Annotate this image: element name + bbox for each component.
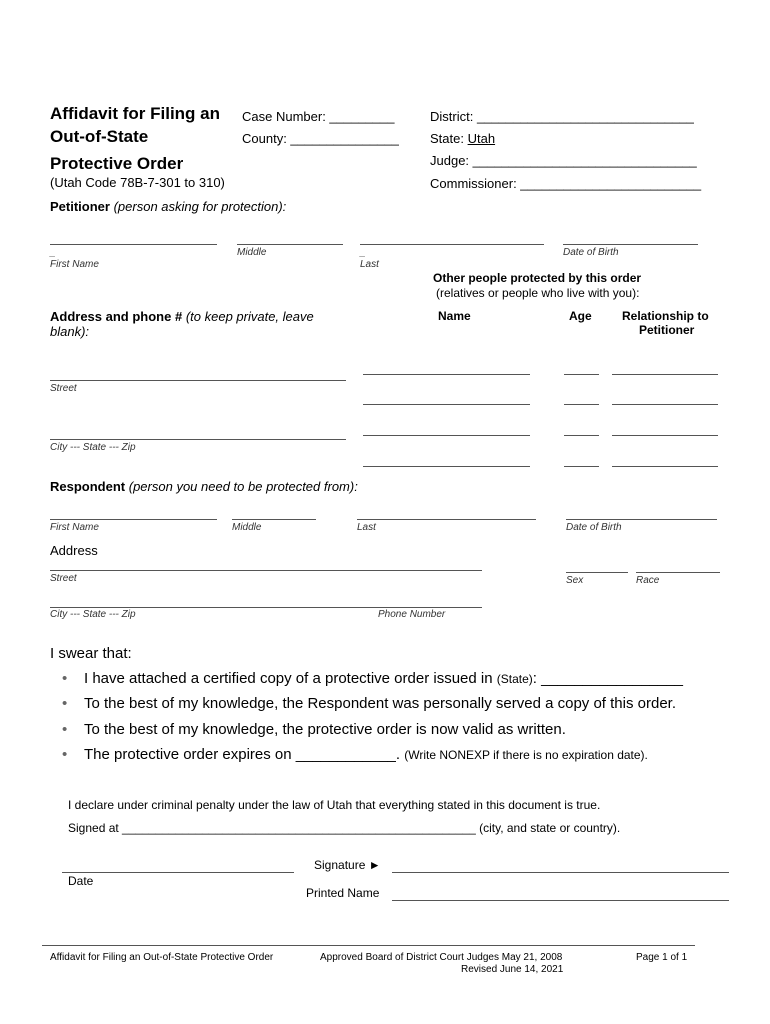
case-number-field[interactable]: Case Number: _________ <box>242 109 395 124</box>
respondent-middle-line[interactable] <box>232 519 316 520</box>
other-person-1-name-line[interactable] <box>363 374 530 375</box>
others-col-name: Name <box>438 309 471 323</box>
petitioner-heading-note: (person asking for protection): <box>113 199 287 214</box>
other-person-1-relationship-line[interactable] <box>612 374 718 375</box>
others-col-age: Age <box>569 309 592 323</box>
address-heading <box>50 309 314 324</box>
other-person-3-name-line[interactable] <box>363 435 530 436</box>
respondent-phone-label: Phone Number <box>378 609 446 620</box>
petitioner-last-label: Last <box>360 259 379 270</box>
others-col-relationship-1: Relationship to <box>622 309 709 323</box>
petitioner-city-line[interactable] <box>50 439 346 440</box>
petitioner-last-line[interactable] <box>360 244 544 245</box>
respondent-race-line[interactable] <box>636 572 720 573</box>
date-label: Date <box>68 874 94 888</box>
swear-item-1-state-field[interactable]: : _________________ <box>532 670 683 687</box>
respondent-middle-label: Middle <box>232 522 262 533</box>
footer-page-number: Page 1 of 1 <box>636 952 688 963</box>
respondent-heading-note: (person you need to be protected from): <box>128 479 358 494</box>
form-title-line-3: Protective Order <box>50 154 184 173</box>
code-reference: (Utah Code 78B-7-301 to 310) <box>50 175 225 190</box>
form-title-line-2: Out-of-State <box>50 127 149 146</box>
swear-item-2 <box>62 695 677 712</box>
other-person-4-relationship-line[interactable] <box>612 466 718 467</box>
petitioner-heading <box>50 199 286 214</box>
others-col-relationship-2: Petitioner <box>639 323 695 337</box>
swear-item-4-note: (Write NONEXP if there is no expiration date). <box>404 748 648 762</box>
commissioner-field[interactable]: Commissioner: _________________________ <box>430 176 702 191</box>
other-person-3-relationship-line[interactable] <box>612 435 718 436</box>
bullet-icon: • <box>62 695 68 712</box>
address-heading-label: Address and phone # <box>50 309 183 324</box>
respondent-dob-line[interactable] <box>566 519 717 520</box>
bullet-icon: • <box>62 670 68 687</box>
footer-divider <box>42 945 695 946</box>
declaration-statement: I declare under criminal penalty under the law of Utah that everything stated in this document is true. <box>68 798 601 812</box>
signed-at-field[interactable]: Signed at _____________________________________________________ (city, and state or country). <box>68 821 621 835</box>
swear-item-1-text: I have attached a certified copy of a protective order issued in <box>84 670 493 687</box>
other-person-2-name-line[interactable] <box>363 404 530 405</box>
state-value: Utah <box>467 131 496 146</box>
date-line[interactable] <box>62 872 294 873</box>
respondent-last-line[interactable] <box>357 519 536 520</box>
footer-revised: Revised June 14, 2021 <box>461 964 564 975</box>
petitioner-dob-label: Date of Birth <box>563 247 619 258</box>
footer-approved: Approved Board of District Court Judges May 21, 2008 <box>320 952 563 963</box>
petitioner-street-label: Street <box>50 383 77 394</box>
swear-item-1 <box>62 670 683 687</box>
petitioner-heading-label: Petitioner <box>50 199 110 214</box>
petitioner-first-name-label: First Name <box>50 259 99 270</box>
swear-item-2-text: To the best of my knowledge, the Respondent was personally served a copy of this order. <box>84 695 677 712</box>
other-person-4-name-line[interactable] <box>363 466 530 467</box>
bullet-icon: • <box>62 721 68 738</box>
swear-intro: I swear that: <box>50 645 132 662</box>
respondent-race-label: Race <box>636 575 660 586</box>
respondent-heading <box>50 479 358 494</box>
state-label: State: <box>430 131 464 146</box>
petitioner-middle-label: Middle <box>237 247 267 258</box>
signature-line[interactable] <box>392 872 729 873</box>
respondent-sex-line[interactable] <box>566 572 628 573</box>
other-person-1-age-line[interactable] <box>564 374 599 375</box>
bullet-icon: • <box>62 746 68 763</box>
petitioner-first-name-line[interactable] <box>50 244 217 245</box>
petitioner-dob-line[interactable] <box>563 244 698 245</box>
county-field[interactable]: County: _______________ <box>242 131 399 146</box>
swear-item-1-state-label: (State) <box>496 672 533 686</box>
respondent-street-label: Street <box>50 573 77 584</box>
respondent-heading-label: Respondent <box>50 479 126 494</box>
signature-label: Signature ► <box>314 858 381 872</box>
respondent-first-name-line[interactable] <box>50 519 217 520</box>
other-person-3-age-line[interactable] <box>564 435 599 436</box>
petitioner-street-line[interactable] <box>50 380 346 381</box>
judge-field[interactable]: Judge: _______________________________ <box>430 153 697 168</box>
respondent-last-label: Last <box>357 522 376 533</box>
swear-item-3 <box>62 721 566 738</box>
underscore-mark: _ <box>360 247 366 258</box>
others-subheading: (relatives or people who live with you): <box>436 286 640 300</box>
respondent-city-label: City --- State --- Zip <box>50 609 136 620</box>
respondent-dob-label: Date of Birth <box>566 522 622 533</box>
respondent-sex-label: Sex <box>566 575 584 586</box>
other-person-4-age-line[interactable] <box>564 466 599 467</box>
respondent-address-heading: Address <box>50 543 98 558</box>
respondent-street-line[interactable] <box>50 570 482 571</box>
other-person-2-relationship-line[interactable] <box>612 404 718 405</box>
district-field[interactable]: District: ______________________________ <box>430 109 694 124</box>
respondent-first-name-label: First Name <box>50 522 99 533</box>
others-heading: Other people protected by this order <box>433 271 642 285</box>
state-field <box>430 131 495 146</box>
swear-item-3-text: To the best of my knowledge, the protective order is now valid as written. <box>84 721 566 738</box>
printed-name-label: Printed Name <box>306 886 380 900</box>
respondent-city-phone-line[interactable] <box>50 607 482 608</box>
swear-item-4 <box>62 746 648 763</box>
swear-item-4-text[interactable]: The protective order expires on ____________. <box>84 746 401 763</box>
petitioner-city-label: City --- State --- Zip <box>50 442 136 453</box>
address-heading-note-2: blank): <box>50 324 90 339</box>
address-heading-note: (to keep private, leave <box>185 309 314 324</box>
other-person-2-age-line[interactable] <box>564 404 599 405</box>
underscore-mark: _ <box>50 247 56 258</box>
petitioner-middle-line[interactable] <box>237 244 343 245</box>
footer-left: Affidavit for Filing an Out-of-State Protective Order <box>50 952 274 963</box>
form-title-line-1: Affidavit for Filing an <box>50 104 220 123</box>
printed-name-line[interactable] <box>392 900 729 901</box>
